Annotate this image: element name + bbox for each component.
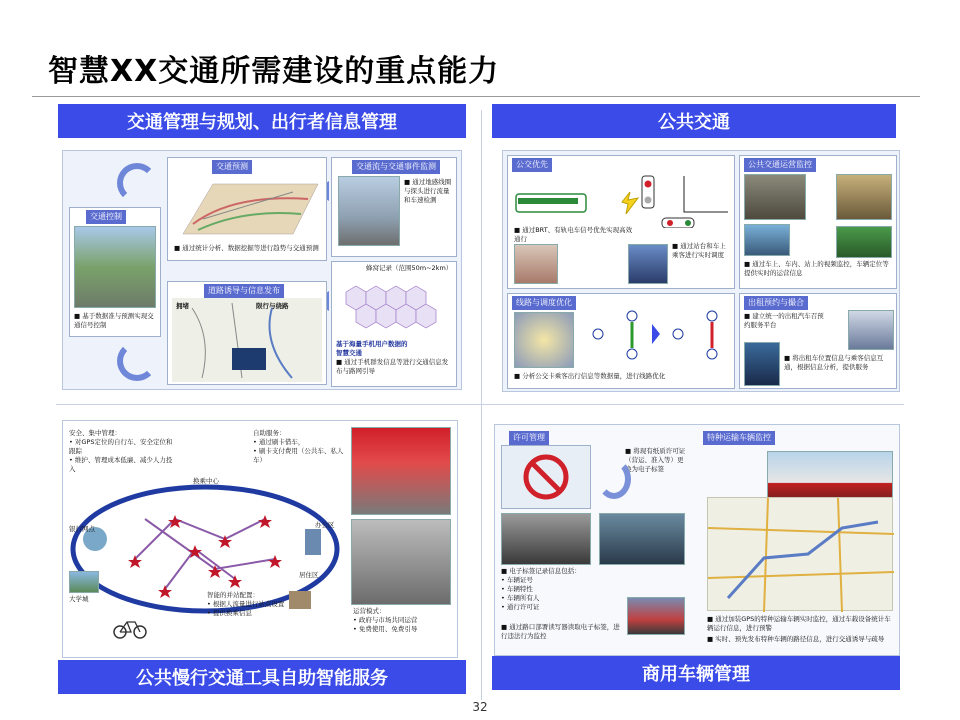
tag-monitor-note: ■ 通过路口部署读写器读取电子标签，进行违法行为监控 [501,623,620,640]
quadrant-divider-horizontal [56,404,904,405]
route-optimization-header: 线路与调度优化 [512,296,576,310]
guidance-box [167,281,327,385]
taxi-header: 出租预约与撮合 [744,296,808,310]
panel-label-public-transit: 公共交通 [492,104,896,138]
operation-note: 运营模式： • 政府与市场共同运营 • 免费使用、免费引导 [353,607,418,633]
traffic-signal-photo [74,226,156,308]
bus-stop-photo [744,174,806,220]
panel-label-traffic-management: 交通管理与规划、出行者信息管理 [58,104,466,138]
truck-checkpoint-photo [627,597,685,635]
taxi-note: ■ 建立统一的出租汽车召预约服务平台 [744,312,824,329]
monitor-header: 交通流与交通事件监测 [352,160,440,174]
residential-label: 居住区 [299,571,319,579]
control-note: ■ 基于数据准与预测实现交通信号控制 [74,312,154,329]
control-header: 交通控制 [86,210,126,224]
no-paper-permit-icon [516,452,576,502]
process-arrow-icon [597,459,631,499]
taxi-sign-photo [744,342,780,386]
permit-header: 许可管理 [509,431,549,445]
realtime-note: ■ 实时、预先发布特种车辆的路径信息，进行交通诱导与疏导 [707,635,885,643]
office-label: 办公区 [315,521,335,529]
smart-card-photo [514,312,574,368]
map-label-restriction: 限行与绕路 [256,302,289,310]
brt-note: ■ 通过BRT、有轨电车信号优先实现高效通行 [514,226,633,243]
title-rule [32,96,920,97]
bike-station-photo [351,427,451,515]
windshield-tag-photo [599,513,685,565]
bus-priority-header: 公交优先 [512,158,552,172]
taxi-box [739,293,897,389]
station-config-note: 智能的并站配置： • 根据人流量进行站点设置 • 提供换乘信息 [207,591,285,617]
control-box [69,207,161,337]
vehicle-tracking-map [707,497,893,611]
traffic-management-diagram [62,150,462,390]
dispatch-note: ■ 通过站台和车上乘客进行实时调度 [672,242,726,259]
transit-monitor-box [739,155,897,289]
platform-photo [836,226,892,258]
map-label-congestion: 拥堵 [176,302,189,310]
public-transit-diagram [502,150,900,392]
call-center-photo [848,310,894,350]
safety-note: 安全、集中管理： • 对GPS定位的自行车、安全定位和跟踪 • 维护、管理成本低廉、减少人力投入 [69,429,173,473]
campus-photo [69,571,99,593]
monitor-note: ■ 通过地感线圈与探头进行流量和车速检测 [404,178,452,204]
guidance-note: ■ 通过手机群发信息等进行交通信息发布与路网引导 [336,358,449,375]
route-nodes-diagram [582,310,732,370]
bus-signal-diagram [512,172,732,228]
hub-center-label: 换乘中心 [193,477,219,485]
traffic-camera-photo [338,176,400,246]
campus-label: 大学城 [69,595,89,603]
onboard-camera-photo [744,224,790,256]
city-network-map [65,479,345,629]
cellular-grid-box [331,261,457,387]
panel-label-commercial-vehicles: 商用车辆管理 [492,656,900,690]
self-service-note: 自助服务： • 通过刷卡借车， • 刷卡支付费用（公共车、私人车） [253,429,344,464]
grid-label: 蜂窝记录（范围50m~2km） [366,264,453,272]
page-number: 32 [472,700,488,714]
station-crowd-photo [836,174,892,220]
camera-note: ■ 通过车上、车内、站上的视频监控，车辆定位等提供实时的运营信息 [744,260,889,277]
monitor-box [331,157,457,257]
tag-reader-photo [501,513,591,565]
bank-label: 银行网点 [69,525,95,533]
forecast-3d-chart [173,174,323,244]
bicycle-icon [113,617,147,639]
forecast-box [167,157,327,261]
cycle-arrow-icon [117,341,157,381]
quadrant-divider-vertical [481,110,482,700]
special-vehicle-header: 特种运输车辆监控 [703,431,775,445]
hexagon-grid [336,282,454,338]
commercial-vehicle-diagram [494,424,900,656]
cycle-arrow-icon [117,163,157,203]
grid-caption: 基于海量手机用户数据的智慧交通 [336,340,408,357]
permit-note: ■ 将现有纸质许可证（营运、准入等）更换为电子标签 [625,447,686,473]
route-optimization-box [507,293,735,389]
analysis-note: ■ 分析公交卡乘客出行信息等数据量，进行线路优化 [514,372,666,380]
forecast-note: ■ 通过统计分析、数据挖掘等进行趋势与交通预测 [174,244,319,252]
bike-rack-photo [351,519,451,605]
special-vehicle-note: ■ 通过加装GPS的特种运输车辆实时监控，通过车载设备统计车辆运行信息，进行预警 [707,615,891,632]
tag-info-note: ■ 电子标签记录信息包括： • 车辆证号 • 车辆特性 • 车辆所有人 • 通行许可证 [501,567,581,611]
panel-label-slow-transit-service: 公共慢行交通工具自助智能服务 [58,660,466,694]
taxi-note-2: ■ 将出租车位置信息与乘客信息互通，根据信息分析，提供服务 [784,354,884,371]
bus-interior-photo [628,244,668,284]
forecast-header: 交通预测 [212,160,252,174]
guidance-header: 道路诱导与信息发布 [204,284,284,298]
route-map [172,298,322,382]
permit-card-box [501,445,591,509]
transit-monitor-header: 公共交通运营监控 [744,158,816,172]
station-photo [514,244,558,284]
slow-transit-diagram [62,420,458,658]
bus-priority-box [507,155,735,289]
slide-title: 智慧XX交通所需建设的重点能力 [48,54,500,89]
